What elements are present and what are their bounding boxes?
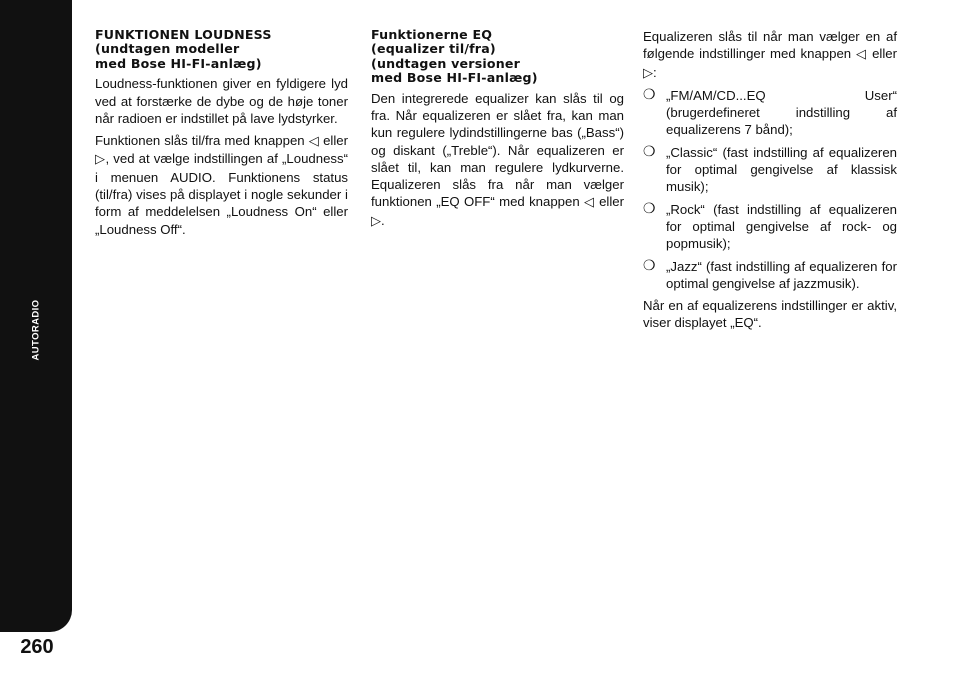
list-item-text: „FM/AM/CD...EQ User“ (brugerdefineret indstilling af equalizerens 7 bånd);	[666, 87, 897, 138]
list-item-text: „Classic“ (fast indstilling af equalizeren for optimal gengivelse af klassisk musik);	[666, 144, 897, 195]
chapter-label: AUTORADIO	[30, 299, 42, 361]
text-segment: , ved at vælge indstillingen af „Loudness“ i menuen AUDIO. Funktionens status (til/fra) vises på displayet i nogle sekunder i form af meddelelsen „Loudness On“ eller „Loudness Off“.	[95, 151, 348, 237]
list-item-text: „Jazz“ (fast indstilling af equalizeren for optimal gengivelse af jazzmusik).	[666, 258, 897, 291]
right-arrow-icon: ▷	[371, 213, 381, 229]
right-arrow-icon: ▷	[95, 152, 106, 168]
list-item	[643, 258, 897, 293]
heading-line: Funktionerne EQ	[371, 27, 493, 42]
loudness-description: Loudness-funktionen giver en fyldigere lyd ved at forstærke de dybe og de høje toner når radioen er indstillet på lave lydstyrker.	[95, 76, 348, 126]
text-segment: :	[653, 64, 657, 80]
bullet-icon: ❍	[643, 143, 656, 160]
list-item-text: „Rock“ (fast indstilling af equalizeren for optimal gengivelse af rock- og popmusik);	[666, 201, 897, 252]
text-segment: eller	[872, 46, 898, 62]
column-loudness	[95, 28, 348, 243]
heading-line: (undtagen modeller	[95, 41, 240, 57]
heading-line: FUNKTIONEN LOUDNESS	[95, 27, 272, 42]
loudness-heading	[95, 28, 348, 71]
eq-description	[371, 90, 624, 230]
loudness-toggle-text	[95, 132, 348, 238]
eq-heading	[371, 28, 624, 86]
text-segment: eller	[323, 133, 349, 149]
heading-line: med Bose HI-FI-anlæg)	[371, 70, 538, 86]
left-arrow-icon: ◁	[584, 195, 595, 211]
column-eq	[371, 28, 624, 235]
chapter-sidebar	[0, 0, 72, 632]
eq-intro	[643, 28, 897, 82]
heading-line: (equalizer til/fra)	[371, 41, 496, 57]
list-item	[643, 201, 897, 253]
left-arrow-icon: ◁	[856, 47, 868, 63]
heading-line: (undtagen versioner	[371, 55, 521, 71]
bullet-icon: ❍	[643, 257, 656, 274]
text-segment: eller	[599, 194, 624, 210]
list-item	[643, 144, 897, 196]
eq-presets-list	[643, 87, 897, 292]
column-eq-settings	[643, 28, 897, 337]
list-item	[643, 87, 897, 139]
text-segment: Den integrerede equalizer kan slås til og fra. Når equalizeren er slået fra, kan man kun regulere lydindstillingerne bas („Bass“) og diskant („Treble“). Når equalizeren er slået til, kan man regulere lydkurverne. Equalizeren slås fra når man vælger funktionen „EQ OFF“ med knappen	[371, 90, 624, 210]
bullet-icon: ❍	[643, 86, 656, 103]
text-segment: .	[381, 212, 385, 228]
text-segment: Equalizeren slås til når man vælger en af følgende indstillinger med knappen	[643, 29, 897, 62]
page-number: 260	[20, 636, 54, 658]
left-arrow-icon: ◁	[308, 134, 320, 150]
right-arrow-icon: ▷	[643, 65, 653, 81]
heading-line: med Bose HI-FI-anlæg)	[95, 55, 262, 71]
eq-outro: Når en af equalizerens indstillinger er aktiv, viser displayet „EQ“.	[643, 298, 897, 331]
bullet-icon: ❍	[643, 200, 656, 217]
text-segment: Funktionen slås til/fra med knappen	[95, 133, 305, 149]
